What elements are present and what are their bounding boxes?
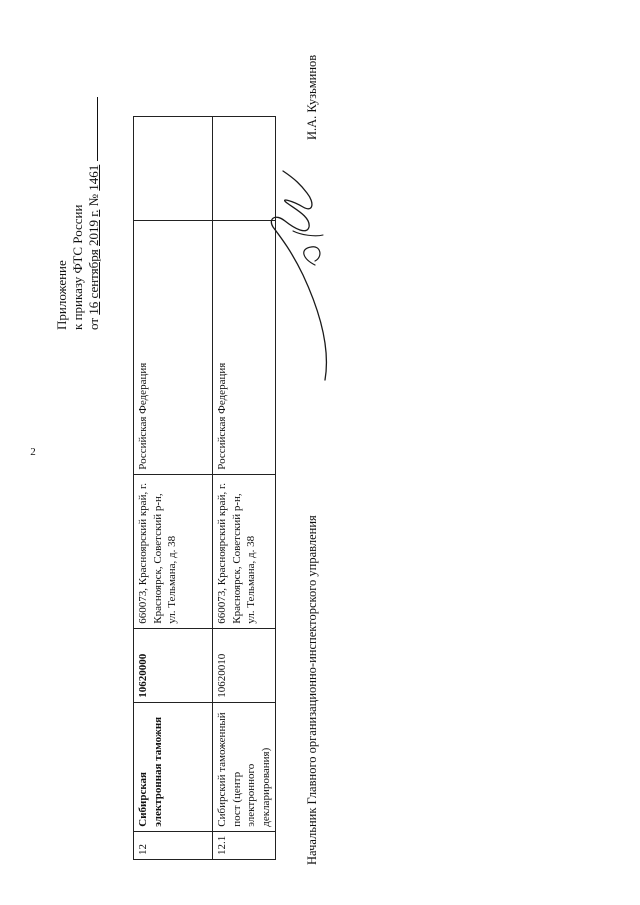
country-cell: Российская Федерация: [134, 220, 213, 474]
appendix-title: Приложение: [54, 260, 69, 330]
appendix-order-ref: к приказу ФТС России: [70, 204, 85, 330]
appendix-day: 16: [86, 301, 101, 315]
country-cell: Российская Федерация: [213, 220, 276, 474]
appendix-month: сентября: [86, 249, 101, 299]
row-number-cell: 12.1: [213, 831, 276, 859]
page-number: 2: [30, 446, 36, 458]
customs-name-cell: Сибирский таможенный пост (центр электронного декларирования): [213, 702, 276, 831]
address-cell: 660073, Красноярский край, г. Красноярск, Советский р-н, ул. Тельмана, д. 38: [213, 474, 276, 628]
customs-code-cell: 10620000: [134, 628, 213, 702]
signatory-position: Начальник Главного организационно-инспекторского управления: [305, 515, 319, 865]
appendix-year-suffix: г.: [86, 209, 101, 217]
appendix-number-sign: №: [86, 193, 101, 207]
table-row: [134, 116, 213, 859]
customs-table: [133, 116, 276, 860]
empty-cell: [134, 116, 213, 220]
appendix-year: 2019: [86, 219, 101, 246]
row-number-cell: 12: [134, 831, 213, 859]
appendix-from: от: [86, 317, 101, 330]
appendix-header: [54, 97, 102, 330]
appendix-number: 1461: [86, 164, 101, 191]
address-cell: 660073, Красноярский край, г. Красноярск, Советский р-н, ул. Тельмана, д. 38: [134, 474, 213, 628]
handwritten-signature: [265, 165, 335, 385]
appendix-date-line: [86, 97, 102, 330]
appendix-underline: [86, 97, 98, 161]
customs-code-cell: 10620010: [213, 628, 276, 702]
signer-name: И.А. Кузьминов: [305, 54, 319, 140]
customs-table-container: [133, 116, 276, 860]
customs-name-cell: Сибирская электронная таможня: [134, 702, 213, 831]
